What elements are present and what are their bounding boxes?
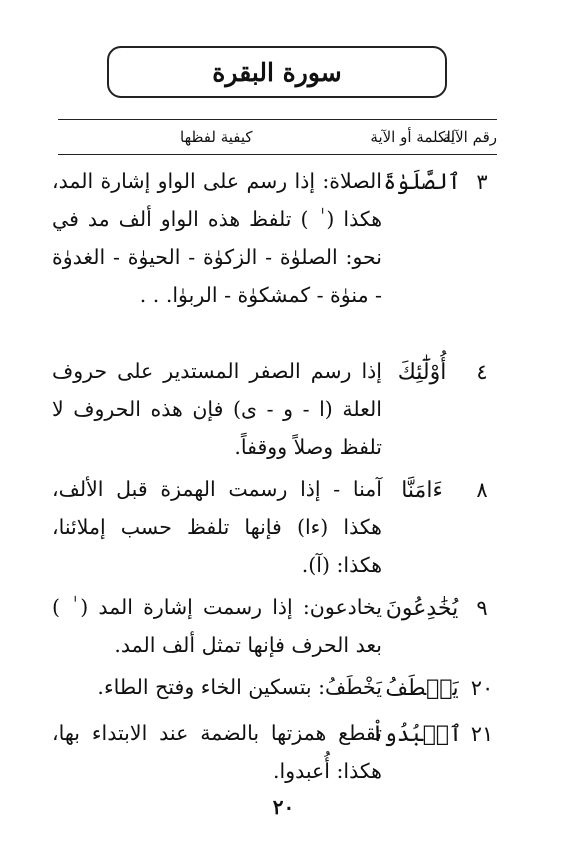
pronunciation-note: الصلاة: إذا رسم على الواو إشارة المد، هكذا ( ٰ ) تلفظ هذه الواو ألف مد في نحو: الصلوٰة - الزكوٰة - الحيوٰة - الغدوٰة - منوٰة - كمشكوٰة - الربوٰا. . . <box>52 169 382 307</box>
ayah-number: ٢١ <box>470 722 494 746</box>
quran-word: ٱلصَّلَوٰةَ <box>383 170 461 195</box>
table-row <box>52 162 502 352</box>
pronunciation-note: يخادعون: إذا رسمت إشارة المد ( ٰ ) بعد الحرف فإنها تمثل ألف المد. <box>52 595 382 657</box>
surah-title: سورة البقرة <box>212 57 342 87</box>
pronunciation-note: إذا رسم الصفر المستدير على حروف العلة (ا - و - ى) فإن هذه الحروف لا تلفظ وصلاً ووقفاً. <box>52 359 382 459</box>
quran-word: ءَامَنَّا <box>401 478 443 503</box>
table-row <box>52 588 502 668</box>
quran-word: أُوْلَٰٓئِكَ <box>397 360 447 385</box>
ayah-number: ٨ <box>476 478 488 502</box>
quran-word: يَخۡطَفُ <box>385 676 459 701</box>
table-row <box>52 470 502 588</box>
pronunciation-note: يَخْطَفُ: بتسكين الخاء وفتح الطاء. <box>97 675 382 699</box>
pronunciation-note: آمنا - إذا رسمت الهمزة قبل الألف، هكذا (ءا) فإنها تلفظ حسب إملائنا، هكذا: (آ). <box>52 477 382 577</box>
ayah-number: ٤ <box>476 360 488 384</box>
header-pronunciation: كيفية لفظها <box>180 128 253 146</box>
pronunciation-note: تقطع همزتها بالضمة عند الابتداء بها، هكذا: أُعبدوا. <box>52 721 382 783</box>
quran-word: ٱعۡبُدُواْ <box>371 722 462 747</box>
ayah-number: ٣ <box>476 170 488 194</box>
header-top-rule <box>58 119 497 120</box>
header-word-or-ayah: الكلمة أو الآية <box>370 128 455 146</box>
table-row <box>52 352 502 470</box>
glossary-table <box>52 162 502 796</box>
header-bottom-rule <box>58 154 497 155</box>
header-ayah-number: رقم الآية <box>442 128 497 146</box>
surah-title-box <box>107 46 447 98</box>
page-number: ٢٠ <box>272 795 295 819</box>
ayah-number: ٩ <box>476 596 488 620</box>
ayah-number: ٢٠ <box>470 676 494 700</box>
table-row <box>52 714 502 796</box>
quran-word: يُخَٰدِعُونَ <box>385 596 459 621</box>
table-row <box>52 668 502 714</box>
